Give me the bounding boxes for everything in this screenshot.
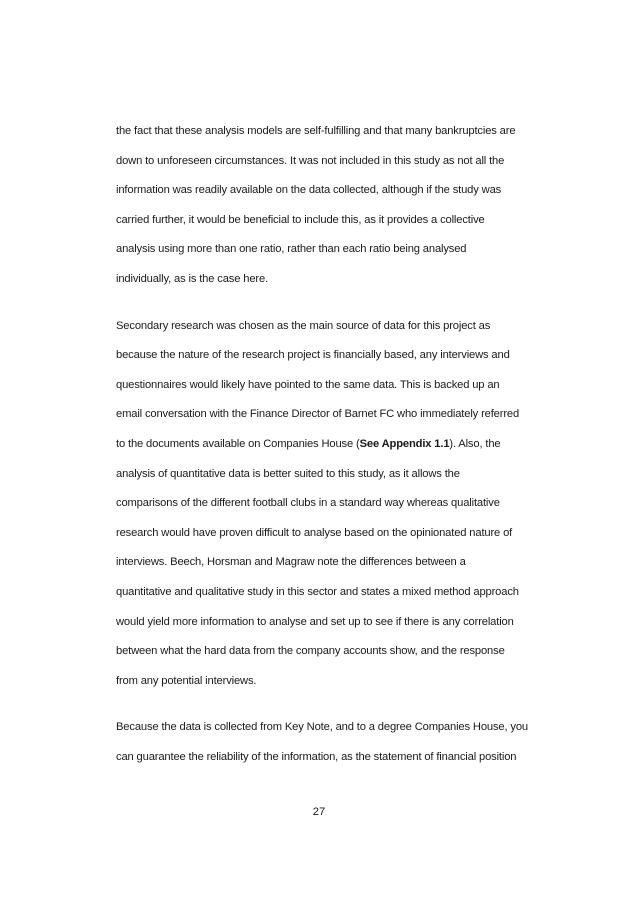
text-line: between what the hard data from the company accounts show, and the response [116,645,505,658]
paragraph-2 [116,312,568,697]
page-number: 27 [312,806,326,818]
text-line: Secondary research was chosen as the main source of data for this project as [116,319,491,332]
text-line: from any potential interviews. [116,674,257,687]
text-line: analysis of quantitative data is better suited to this study, as it allows the [116,467,460,480]
text-segment: ). Also, the [449,437,501,450]
paragraph-3 [116,713,568,772]
text-line: can guarantee the reliability of the information, as the statement of financial position [116,750,517,763]
text-line: questionnaires would likely have pointed to the same data. This is backed up an [116,378,500,391]
text-segment: to the documents available on Companies House ( [116,437,360,450]
text-line: individually, as is the case here. [116,272,269,285]
text-line: carried further, it would be beneficial to include this, as it provides a collective [116,213,485,226]
text-line: would yield more information to analyse and set up to see if there is any correlation [116,615,514,628]
text-line: information was readily available on the data collected, although if the study was [116,184,502,197]
text-line-appendix-reference [116,430,568,460]
text-line: quantitative and qualitative study in this sector and states a mixed method approach [116,585,519,598]
appendix-reference: See Appendix 1.1 [359,437,450,450]
text-line: because the nature of the research project is financially based, any interviews and [116,349,510,362]
paragraph-1 [116,117,568,295]
body-text [116,117,568,789]
text-line: research would have proven difficult to analyse based on the opinionated nature of [116,526,513,539]
text-line: email conversation with the Finance Director of Barnet FC who immediately referred [116,408,520,421]
text-line: the fact that these analysis models are self-fulfilling and that many bankruptcies are [116,125,516,137]
text-line: interviews. Beech, Horsman and Magraw note the differences between a [116,556,466,569]
text-line: analysis using more than one ratio, rather than each ratio being analysed [116,243,467,256]
text-line: Because the data is collected from Key Note, and to a degree Companies House, you [116,721,528,734]
text-line: comparisons of the different football clubs in a standard way whereas qualitative [116,497,500,510]
text-line: down to unforeseen circumstances. It was not included in this study as not all the [116,154,505,167]
